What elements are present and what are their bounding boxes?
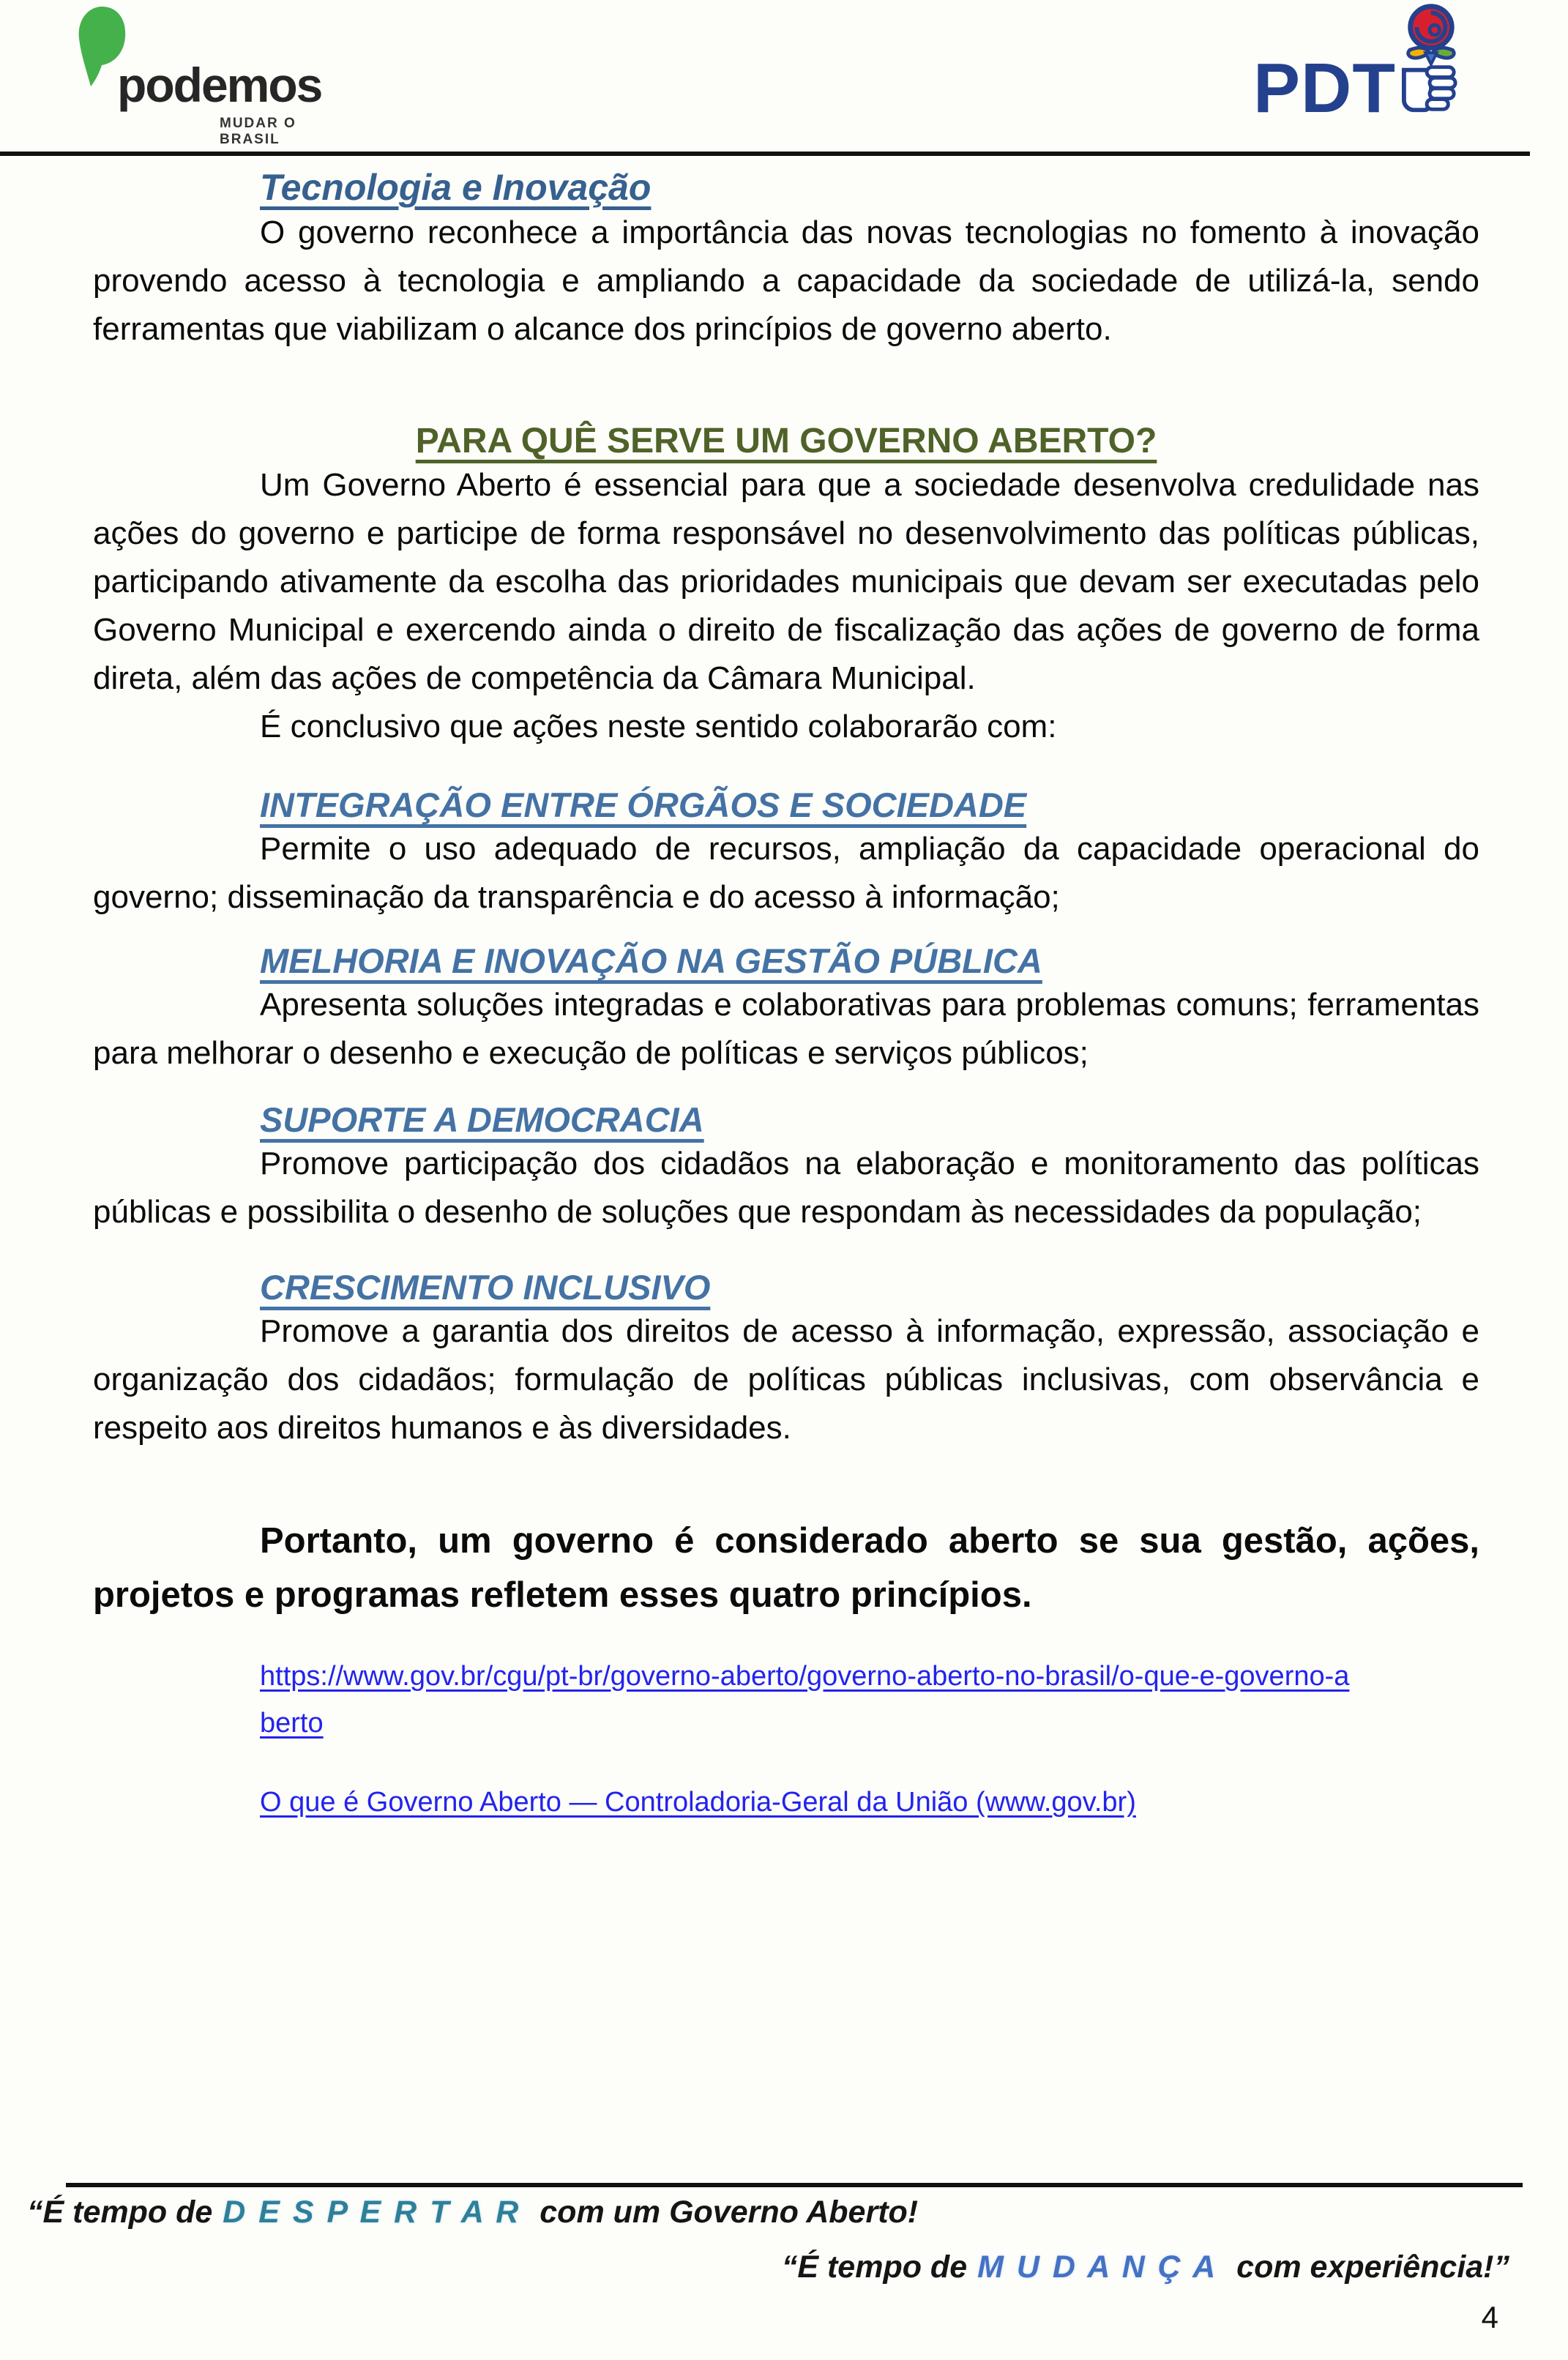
principle-body-integracao: Permite o uso adequado de recursos, ampliação da capacidade operacional do governo; disseminação da transparência e do acesso à informação; xyxy=(93,831,1479,915)
slogan2-highlight: M U D A N Ç A xyxy=(977,2249,1218,2285)
slogan1-highlight: D E S P E R T A R xyxy=(223,2195,521,2230)
principle-heading-suporte: SUPORTE A DEMOCRACIA xyxy=(260,1100,704,1139)
footer-divider xyxy=(66,2183,1523,2187)
page-header xyxy=(0,0,1568,156)
principle-heading-integracao: INTEGRAÇÃO ENTRE ÓRGÃOS E SOCIEDADE xyxy=(260,785,1027,824)
open-government-paragraph: Um Governo Aberto é essencial para que a sociedade desenvolva credulidade nas ações do governo e participe de forma responsável no desenvolvimento das políticas públicas, participando ativamente da escolha das prioridades municipais que devam ser executadas pelo Governo Municipal e exercendo ainda o direito de fiscalização das ações de governo de forma direta, além das ações de competência da Câmara Municipal. xyxy=(93,467,1479,696)
pdt-wordmark: PDT xyxy=(1253,49,1396,127)
page-title: Tecnologia e Inovação xyxy=(260,167,652,208)
footer-slogan-despertar xyxy=(0,2195,1568,2230)
pdt-rose-fist-icon xyxy=(1394,1,1466,121)
footer-slogan-mudanca xyxy=(0,2249,1568,2285)
pdt-logo xyxy=(1253,0,1466,127)
section-heading: PARA QUÊ SERVE UM GOVERNO ABERTO? xyxy=(415,422,1157,460)
intro-paragraph: O governo reconhece a importância das novas tecnologias no fomento à inovação provendo acesso à tecnologia e ampliando a capacidade da sociedade de utilizá-la, sendo ferramentas que viabilizam o alcance dos princípios de governo aberto. xyxy=(93,214,1479,347)
lead-in-paragraph: É conclusivo que ações neste sentido colaborarão com: xyxy=(260,709,1057,744)
page-footer xyxy=(0,2183,1568,2335)
principle-body-suporte: Promove participação dos cidadãos na elaboração e monitoramento das políticas públicas e possibilita o desenho de soluções que respondam às necessidades da população; xyxy=(93,1146,1479,1230)
document-body xyxy=(93,156,1479,1826)
slogan1-prefix: “É tempo de xyxy=(27,2195,213,2230)
page-number: 4 xyxy=(1481,2300,1498,2334)
slogan2-prefix: “É tempo de xyxy=(781,2249,968,2285)
podemos-logo xyxy=(73,4,351,147)
principle-heading-melhoria: MELHORIA E INOVAÇÃO NA GESTÃO PÚBLICA xyxy=(260,941,1042,980)
reference-links xyxy=(260,1653,1479,1826)
conclusion-paragraph: Portanto, um governo é considerado aberto se sua gestão, ações, projetos e programas refletem esses quatro princípios. xyxy=(93,1521,1479,1615)
slogan2-suffix: com experiência!” xyxy=(1236,2249,1509,2285)
slogan1-suffix: com um Governo Aberto! xyxy=(540,2195,919,2230)
principle-body-crescimento: Promove a garantia dos direitos de acesso à informação, expressão, associação e organização dos cidadãos; formulação de políticas públicas inclusivas, com observância e respeito aos direitos humanos e às diversidades. xyxy=(93,1313,1479,1446)
principle-heading-crescimento: CRESCIMENTO INCLUSIVO xyxy=(260,1268,711,1307)
podemos-wordmark: podemos xyxy=(117,58,322,112)
principle-body-melhoria: Apresenta soluções integradas e colaborativas para problemas comuns; ferramentas para melhorar o desenho e execução de políticas e serviços públicos; xyxy=(93,987,1479,1071)
gov-br-url-link[interactable]: https://www.gov.br/cgu/pt-br/governo-aberto/governo-aberto-no-brasil/o-que-e-governo-aberto xyxy=(260,1661,1350,1739)
podemos-tagline: MUDAR O BRASIL xyxy=(220,116,296,147)
cgu-page-link[interactable]: O que é Governo Aberto — Controladoria-Geral da União (www.gov.br) xyxy=(260,1787,1136,1818)
